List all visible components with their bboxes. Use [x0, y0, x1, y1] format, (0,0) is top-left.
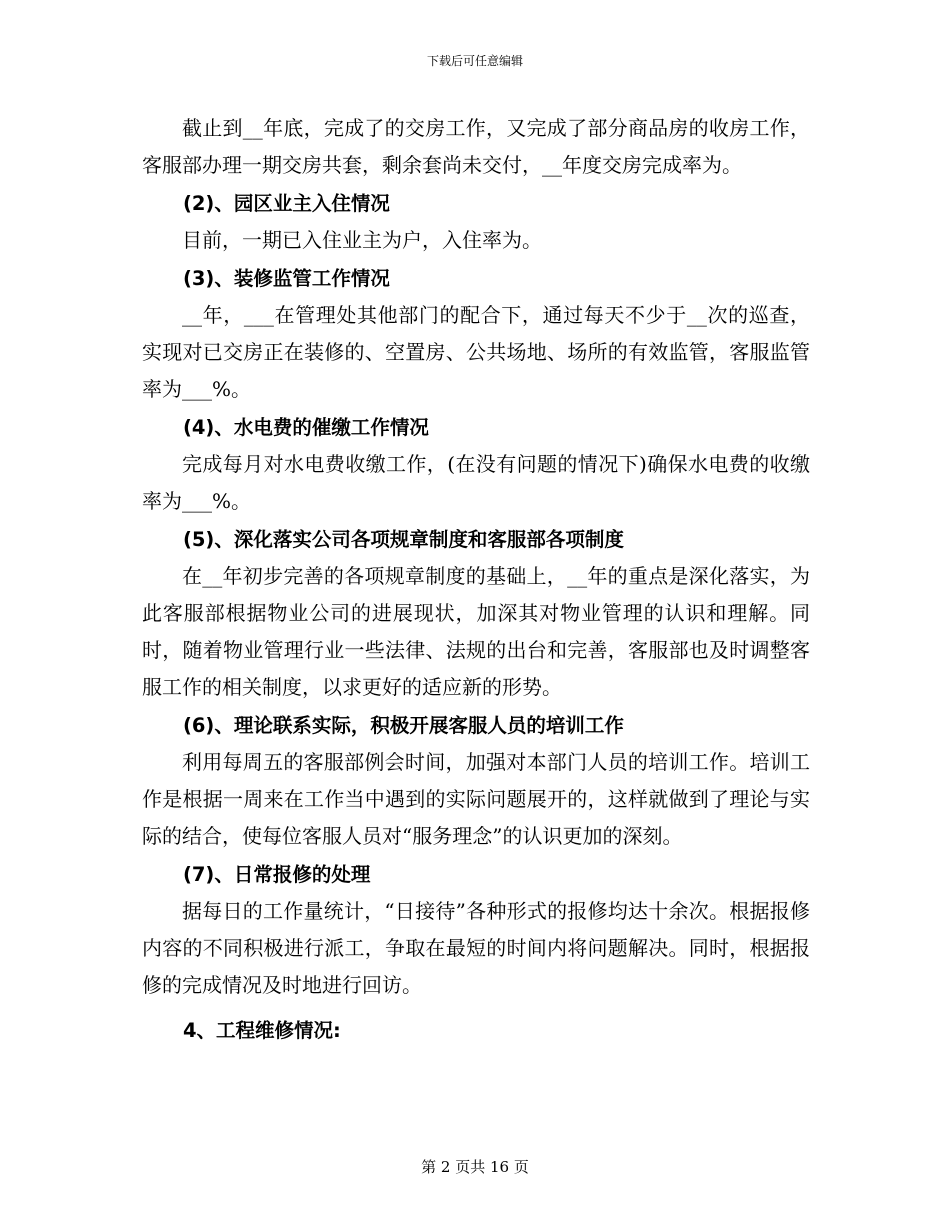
paragraph-regulations: 在__年初步完善的各项规章制度的基础上，__年的重点是深化落实，为此客服部根据物业公司的进展现状，加深其对物业管理的认识和理解。同时，随着物业管理行业一些法律、法规的出台和完善，客服部也及时调整客服工作的相关制度，以求更好的适应新的形势。	[142, 564, 810, 699]
heading-utility-collection: (4)、水电费的催缴工作情况	[182, 416, 429, 439]
heading-daily-repairs: (7)、日常报修的处理	[182, 863, 371, 886]
paragraph-training: 利用每周五的客服部例会时间，加强对本部门人员的培训工作。培训工作是根据一周来在工作当中遇到的实际问题展开的，这样就做到了理论与实际的结合，使每位客服人员对“服务理念”的认识更加的深刻。	[142, 750, 810, 848]
heading-renovation-supervision: (3)、装修监管工作情况	[182, 267, 390, 290]
paragraph-renovation: __年，___在管理处其他部门的配合下，通过每天不少于__次的巡查，实现对已交房正在装修的、空置房、公共场地、场所的有效监管，客服监管率为___%。	[142, 303, 810, 401]
heading-regulations: (5)、深化落实公司各项规章制度和客服部各项制度	[182, 528, 624, 551]
heading-owner-occupancy: (2)、园区业主入住情况	[182, 192, 390, 215]
page-header: 下载后可任意编辑	[426, 54, 523, 68]
paragraph-utility: 完成每月对水电费收缴工作，(在没有问题的情况下)确保水电费的收缴率为___%。	[142, 452, 810, 513]
paragraph-occupancy: 目前，一期已入住业主为户，入住率为。	[182, 228, 542, 252]
page-footer: 第 2 页共 16 页	[421, 1158, 529, 1176]
document-body	[142, 110, 810, 1049]
paragraph-handover: 截止到__年底，完成了的交房工作，又完成了部分商品房的收房工作，客服部办理一期交房共套，剩余套尚未交付，__年度交房完成率为。	[142, 116, 810, 177]
heading-engineering-maintenance: 4、工程维修情况:	[182, 1019, 341, 1042]
heading-staff-training: (6)、理论联系实际，积极开展客服人员的培训工作	[182, 714, 624, 737]
paragraph-repairs: 据每日的工作量统计，“日接待”各种形式的报修均达十余次。根据报修内容的不同积极进行派工，争取在最短的时间内将问题解决。同时，根据报修的完成情况及时地进行回访。	[142, 899, 810, 997]
